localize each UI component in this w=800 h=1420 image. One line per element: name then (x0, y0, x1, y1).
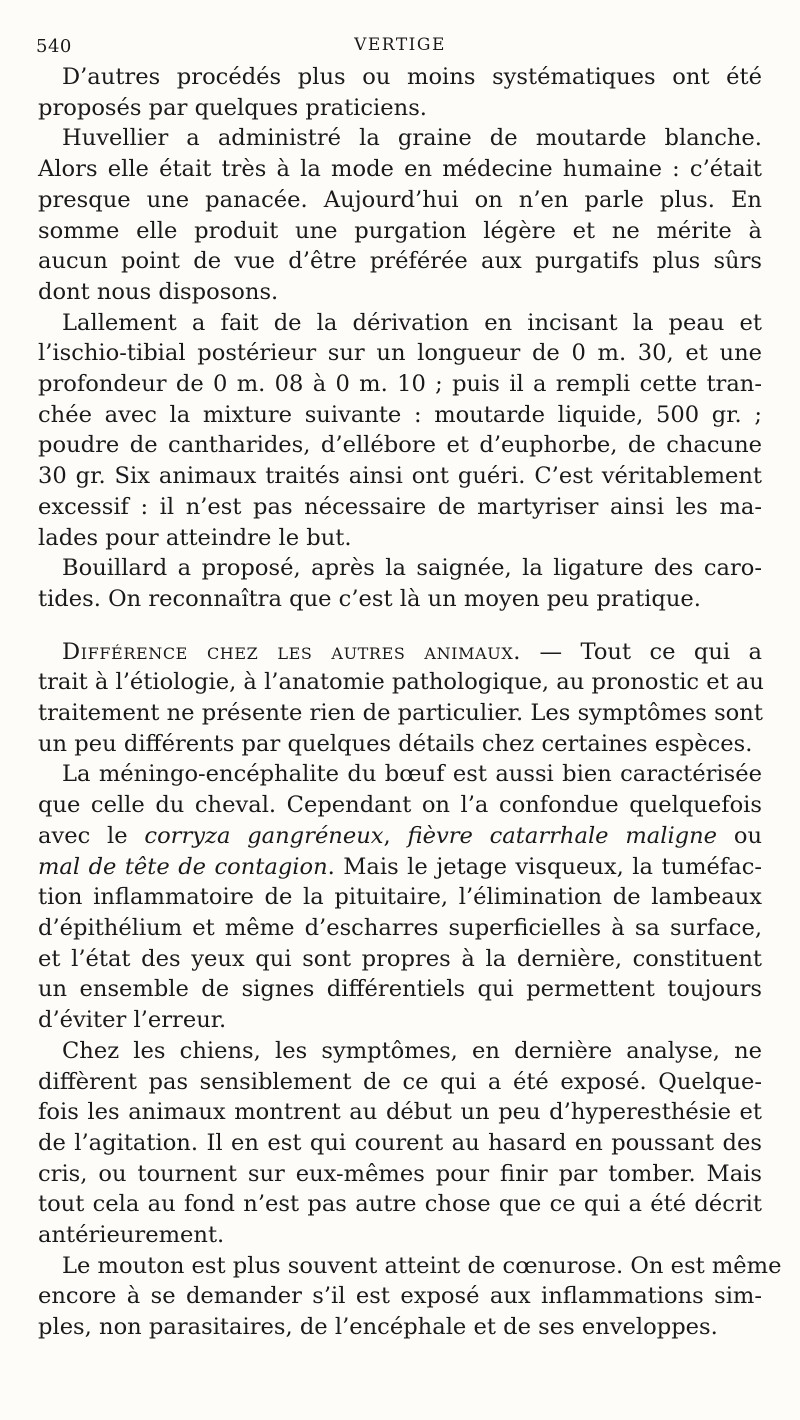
text-line: antérieurement. (38, 1222, 225, 1249)
text-line: aucun point de vue d’être préférée aux purgatifs plus sûrs (38, 248, 762, 275)
italic-term: corryza gangréneux (144, 822, 384, 849)
text-line: un ensemble de signes différentiels qui permettent toujours (38, 976, 762, 1003)
paragraph (38, 62, 762, 615)
text-line: chée avec la mixture suivante : moutarde liquide, 500 gr. ; (38, 401, 762, 428)
text-line: que celle du cheval. Cependant on l’a confondue quelquefois (38, 792, 762, 819)
paragraph (38, 62, 762, 123)
text-line (38, 821, 762, 852)
section-gap (38, 615, 762, 637)
section-line: Tout ce qui a (580, 638, 762, 665)
text-line: Huvellier a administré la graine de moutarde blanche. (62, 125, 762, 152)
text-line: poudre de cantharides, d’ellébore et d’euphorbe, de chacune (38, 432, 762, 459)
text-line: tides. On reconnaîtra que c’est là un moyen peu pratique. (38, 585, 701, 612)
text-line: encore à se demander s’il est exposé aux inflammations sim- (38, 1283, 762, 1310)
text-line: La méningo-encéphalite du bœuf est aussi bien caractérisée (62, 761, 762, 788)
text-line: ples, non parasitaires, de l’encéphale et de ses enveloppes. (38, 1314, 718, 1341)
text-fragment: avec le (38, 822, 145, 849)
text-line: fois les animaux montrent au début un peu d’hyperesthésie et (38, 1099, 762, 1126)
section-paragraph (38, 637, 762, 760)
text-line: dont nous disposons. (38, 278, 279, 305)
text-line: somme elle produit une purgation légère et ne mérite à (38, 217, 762, 244)
paragraph (38, 308, 762, 554)
text-line: 30 gr. Six animaux traités ainsi ont guéri. C’est véritablement (38, 463, 762, 490)
body-text (38, 62, 782, 1343)
paragraph-boeuf (38, 759, 762, 1035)
text-line: Alors elle était très à la mode en médecine humaine : c’était (38, 156, 762, 183)
section-line: trait à l’étiologie, à l’anatomie pathologique, au pronostic et au (38, 669, 764, 696)
text-line: Chez les chiens, les symptômes, en dernière analyse, ne (62, 1037, 762, 1064)
page-number: 540 (36, 36, 72, 57)
paragraph (38, 553, 762, 614)
text-line: proposés par quelques praticiens. (38, 94, 427, 121)
text-line: de l’agitation. Il en est qui courent au hasard en poussant des (38, 1129, 762, 1156)
section-line: un peu différents par quelques détails chez certaines espèces. (38, 730, 753, 757)
text-fragment: . Mais le jetage visqueux, la tuméfac- (327, 853, 762, 880)
paragraph (38, 1036, 762, 1251)
text-line: lades pour atteindre le but. (38, 524, 352, 551)
text-line: diffèrent pas sensiblement de ce qui a été exposé. Quelque- (38, 1068, 762, 1095)
text-line: et l’état des yeux qui sont propres à la dernière, constituent (38, 945, 762, 972)
text-line: D’autres procédés plus ou moins systématiques ont été (62, 64, 762, 90)
running-title: VERTIGE (354, 35, 446, 55)
page-header (38, 32, 762, 62)
text-line: presque une panacée. Aujourd’hui on n’en parle plus. En (38, 186, 762, 213)
section-line: traitement ne présente rien de particulier. Les symptômes sont (38, 700, 763, 727)
text-line: d’éviter l’erreur. (38, 1007, 227, 1034)
paragraph (38, 1251, 782, 1343)
text-line (38, 852, 762, 883)
text-line: tion inflammatoire de la pituitaire, l’élimination de lambeaux (38, 884, 762, 911)
text-fragment: , (383, 822, 408, 849)
text-line: Le mouton est plus souvent atteint de cœnurose. On est même (62, 1252, 782, 1279)
text-fragment: ou (717, 822, 762, 849)
text-line: d’épithélium et même d’escharres superficielles à sa surface, (38, 914, 762, 941)
paragraph (38, 123, 762, 307)
text-line: tout cela au fond n’est pas autre chose que ce qui a été décrit (38, 1191, 762, 1218)
text-line: l’ischio-tibial postérieur sur un longueur de 0 m. 30, et une (38, 340, 762, 367)
section-heading: Différence chez les autres animaux. (62, 638, 522, 665)
text-line: excessif : il n’est pas nécessaire de martyriser ainsi les ma- (38, 493, 762, 520)
text-line: cris, ou tournent sur eux-mêmes pour finir par tomber. Mais (38, 1160, 762, 1187)
section-first-line (38, 637, 762, 668)
text-line: Lallement a fait de la dérivation en incisant la peau et (62, 309, 762, 336)
paragraph (38, 1036, 782, 1343)
italic-term: fièvre catarrhale maligne (407, 822, 718, 849)
text-line: profondeur de 0 m. 08 à 0 m. 10 ; puis il a rempli cette tran- (38, 371, 762, 398)
section-dash: — (521, 638, 581, 665)
text-line: Bouillard a proposé, après la saignée, la ligature des caro- (62, 555, 762, 582)
italic-term: mal de tête de contagion (38, 853, 328, 880)
